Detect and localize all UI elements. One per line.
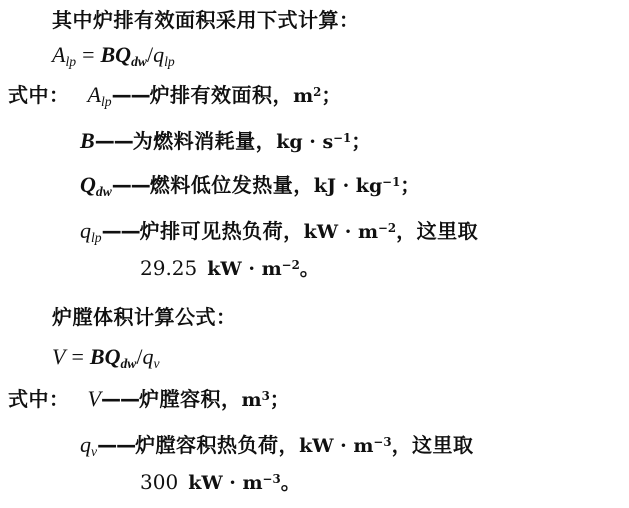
definition-text-v: 炉膛容积，: [138, 387, 242, 411]
formula-symbol-v: V: [52, 344, 66, 369]
formula-symbol-alp: $A_{lp}$: [52, 42, 77, 69]
em-dash: ——: [111, 173, 150, 197]
symbol-b: B: [80, 128, 95, 153]
formula-equals: =: [82, 42, 95, 67]
where-clause-furnace: [8, 388, 290, 410]
value-qlp: 29.25: [140, 256, 198, 280]
formula-symbol-b: B: [89, 344, 105, 369]
where-clause-qdw: [80, 174, 421, 198]
where-clause-qlp: [80, 220, 478, 244]
definition-text-b: 为燃料消耗量，: [132, 129, 277, 153]
value-line-qlp: [140, 258, 320, 279]
em-dash: ——: [100, 387, 139, 411]
definition-text-qdw: 燃料低位发热量，: [149, 173, 314, 197]
unit-qdw: kJ · $kg^{-1}$: [313, 174, 401, 197]
where-clause-qv: [80, 434, 474, 458]
paragraph-intro-grate: 其中炉排有效面积采用下式计算：: [52, 8, 360, 32]
unit-alp: $m^2$: [293, 84, 322, 107]
unit-qv-value: kW · $m^{-3}$: [188, 471, 281, 494]
formula-symbol-qlp: $q_{lp}$: [153, 42, 175, 69]
symbol-v: V: [87, 386, 101, 411]
formula-slash: /: [146, 42, 154, 67]
period-qlp: 。: [299, 256, 321, 280]
em-dash: ——: [97, 433, 136, 457]
paragraph-intro-furnace: 炉膛体积计算公式：: [52, 305, 237, 329]
em-dash: ——: [101, 219, 140, 243]
where-clause-b: [80, 130, 372, 152]
semicolon-v: ；: [269, 387, 291, 411]
formula-symbol-qdw: $Q_{dw}$: [115, 42, 147, 69]
definition-text-alp: 炉排有效面积，: [149, 83, 294, 107]
symbol-qv: $q_v$: [80, 432, 98, 459]
where-clause-grate: [8, 84, 342, 108]
formula-symbol-qv: $q_v$: [142, 344, 160, 371]
em-dash: ——: [94, 129, 133, 153]
continuation-qlp: ，这里取: [396, 219, 479, 243]
semicolon-qdw: ；: [400, 173, 421, 197]
symbol-alp: $A_{lp}$: [87, 82, 112, 109]
semicolon-b: ；: [351, 129, 372, 153]
definition-text-qlp: 炉排可见热负荷，: [139, 219, 304, 243]
where-label: 式中：: [8, 387, 70, 411]
unit-b: kg · $s^{-1}$: [276, 130, 352, 153]
formula-symbol-b: B: [100, 42, 116, 67]
formula-grate-area: [52, 44, 175, 68]
unit-qlp: kW · $m^{-2}$: [303, 220, 397, 243]
formula-slash: /: [136, 344, 143, 369]
period-qv: 。: [280, 470, 302, 494]
definition-text-qv: 炉膛容积热负荷，: [135, 433, 300, 457]
formula-equals: =: [71, 344, 84, 369]
formula-furnace-volume: [52, 346, 160, 370]
continuation-qv: ，这里取: [391, 433, 474, 457]
unit-qv: kW · $m^{-3}$: [299, 434, 392, 457]
symbol-qdw: $Q_{dw}$: [80, 172, 112, 199]
unit-qlp-value: kW · $m^{-2}$: [207, 257, 300, 280]
semicolon-alp: ；: [321, 83, 342, 107]
em-dash: ——: [111, 83, 150, 107]
formula-symbol-qdw: $Q_{dw}$: [104, 344, 137, 371]
value-line-qv: [140, 472, 301, 493]
where-label: 式中：: [8, 83, 70, 107]
unit-v: $m^3$: [241, 388, 270, 411]
symbol-qlp: $q_{lp}$: [80, 218, 102, 245]
value-qv: 300: [140, 470, 179, 494]
